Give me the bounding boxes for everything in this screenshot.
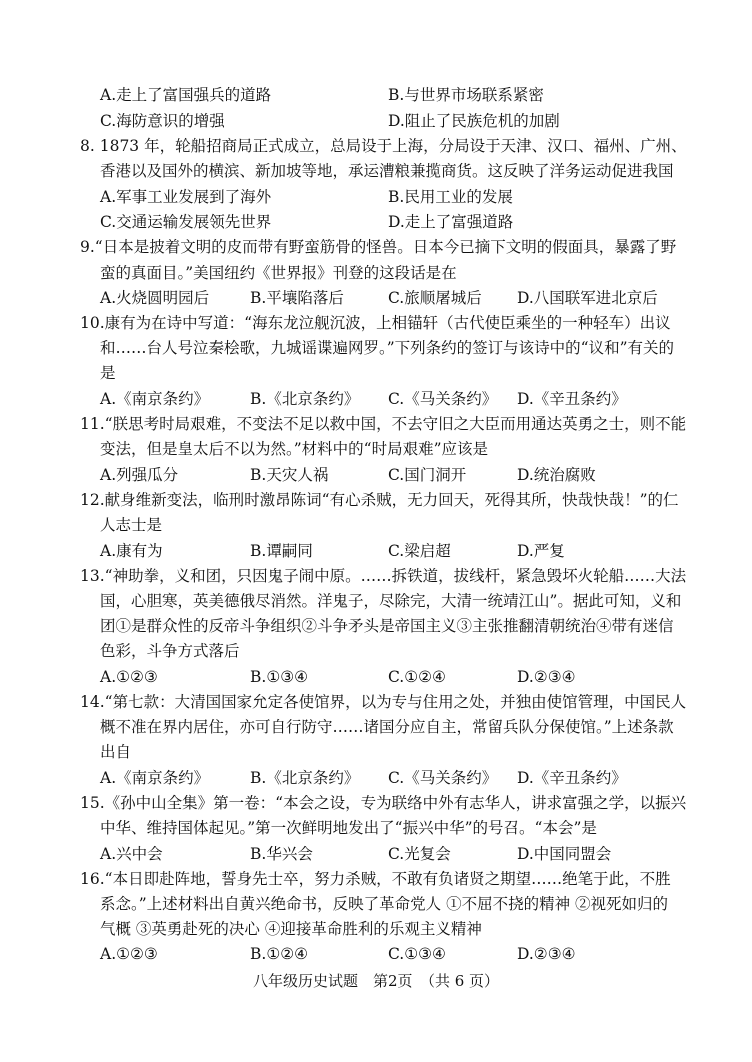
q8-stem-line-1: 8. 1873 年，轮船招商局正式成立，总局设于上海，分局设于天津、汉口、福州、广州、 <box>80 137 687 155</box>
q15-stem-line-1: 15.《孙中山全集》第一卷：“本会之设，专为联络中外有志华人，讲求富强之学，以振兴 <box>80 794 687 812</box>
q9-option-d: D.八国联军进北京后 <box>517 289 658 307</box>
q10-stem-line-2: 和……台人号泣秦桧歌，九城谣谍遍网罗。”下列条约的签订与该诗中的“议和”有关的 <box>100 339 675 357</box>
q14-option-a: A.《南京条约》 <box>100 769 210 787</box>
q13-stem-line-2: 国，心胆寒，英美德俄尽消然。洋鬼子，尽除完，大清一统靖江山”。据此可知，义和 <box>100 592 682 610</box>
q13-option-d: D.②③④ <box>517 668 576 686</box>
q9-stem-line-1: 9.“日本是披着文明的皮而带有野蛮筋骨的怪兽。日本今已摘下文明的假面具，暴露了野 <box>80 238 677 256</box>
q8-option-c: C.交通运输发展领先世界 <box>100 213 272 231</box>
q16-option-d: D.②③④ <box>517 945 576 963</box>
q7-option-b: B.与世界市场联系紧密 <box>388 86 544 104</box>
q16-stem-line-1: 16.“本日即赴阵地，誓身先士卒，努力杀贼，不敢有负诸贤之期望……绝笔于此，不胜 <box>80 870 671 888</box>
q13-stem-line-1: 13.“神助拳，义和团，只因鬼子闹中原。……拆铁道，拔线杆，紧急毁坏火轮船……大法 <box>80 567 687 585</box>
q11-stem-line-1: 11.“朕思考时局艰难，不变法不足以救中国，不去守旧之大臣而用通达英勇之士，则不能 <box>80 415 687 433</box>
q12-stem-line-2: 人志士是 <box>100 516 163 534</box>
q8-option-b: B.民用工业的发展 <box>388 188 513 206</box>
q10-stem-line-3: 是 <box>100 364 116 382</box>
q10-stem-line-1: 10.康有为在诗中写道：“海东龙泣舰沉波，上相锚轩（古代使臣乘坐的一种轻车）出议 <box>80 314 671 332</box>
q11-option-c: C.国门洞开 <box>388 466 467 484</box>
q14-stem-line-3: 出自 <box>100 743 132 761</box>
q8-option-d: D.走上了富强道路 <box>388 213 514 231</box>
q9-option-b: B.平壤陷落后 <box>250 289 344 307</box>
q14-option-b: B.《北京条约》 <box>250 769 360 787</box>
q13-option-a: A.①②③ <box>100 668 158 686</box>
q14-stem-line-1: 14.“第七款：大清国国家允定各使馆界，以为专与住用之处，并独由使馆管理，中国民人 <box>80 693 687 711</box>
q13-stem-line-3: 团①是群众性的反帝斗争组织②斗争矛头是帝国主义③主张推翻清朝统治④带有迷信 <box>100 617 674 635</box>
q16-option-c: C.①③④ <box>388 945 446 963</box>
q16-option-a: A.①②③ <box>100 945 158 963</box>
q11-option-d: D.统治腐败 <box>517 466 596 484</box>
q8-stem-line-2: 香港以及国外的横滨、新加坡等地，承运漕粮兼揽商货。这反映了洋务运动促进我国 <box>100 162 674 180</box>
q15-option-a: A.兴中会 <box>100 845 163 863</box>
q15-option-b: B.华兴会 <box>250 845 313 863</box>
q14-option-d: D.《辛丑条约》 <box>517 769 627 787</box>
q16-option-b: B.①②④ <box>250 945 309 963</box>
q8-option-a: A.军事工业发展到了海外 <box>100 188 272 206</box>
q7-option-a: A.走上了富国强兵的道路 <box>100 86 272 104</box>
q15-option-c: C.光复会 <box>388 845 451 863</box>
q16-stem-line-2: 系念。”上述材料出自黄兴绝命书，反映了革命党人 ①不屈不挠的精神 ②视死如归的 <box>100 895 669 913</box>
q10-option-b: B.《北京条约》 <box>250 390 360 408</box>
q12-stem-line-1: 12.献身维新变法，临刑时激昂陈词“有心杀贼，无力回天，死得其所，快哉快哉！”的仁 <box>80 491 679 509</box>
q14-option-c: C.《马关条约》 <box>388 769 498 787</box>
q11-option-b: B.天灾人祸 <box>250 466 329 484</box>
q13-option-c: C.①②④ <box>388 668 446 686</box>
q10-option-d: D.《辛丑条约》 <box>517 390 627 408</box>
q9-stem-line-2: 蛮的真面目。”美国纽约《世界报》刊登的这段话是在 <box>100 264 457 282</box>
q13-stem-line-4: 色彩，斗争方式落后 <box>100 642 240 660</box>
page-footer: 八年级历史试题 第2页 （共 6 页） <box>252 972 500 990</box>
q15-option-d: D.中国同盟会 <box>517 845 612 863</box>
q11-option-a: A.列强瓜分 <box>100 466 179 484</box>
q15-stem-line-2: 中华、维持国体起见。”第一次鲜明地发出了“振兴中华”的号召。“本会”是 <box>100 819 597 837</box>
q9-option-c: C.旅顺屠城后 <box>388 289 482 307</box>
q14-stem-line-2: 概不准在界内居住，亦可自行防守……诸国分应自主，常留兵队分保使馆。”上述条款 <box>100 718 674 736</box>
q12-option-b: B.谭嗣同 <box>250 542 313 560</box>
q9-option-a: A.火烧圆明园后 <box>100 289 210 307</box>
q7-option-c: C.海防意识的增强 <box>100 112 225 130</box>
q7-option-d: D.阻止了民族危机的加剧 <box>388 112 560 130</box>
q13-option-b: B.①③④ <box>250 668 309 686</box>
q11-stem-line-2: 变法，但是皇太后不以为然。”材料中的“时局艰难”应该是 <box>100 440 489 458</box>
q12-option-a: A.康有为 <box>100 542 163 560</box>
q10-option-a: A.《南京条约》 <box>100 390 210 408</box>
q12-option-d: D.严复 <box>517 542 565 560</box>
q10-option-c: C.《马关条约》 <box>388 390 498 408</box>
q12-option-c: C.梁启超 <box>388 542 451 560</box>
q16-stem-line-3: 气概 ③英勇赴死的决心 ④迎接革命胜利的乐观主义精神 <box>100 920 482 938</box>
